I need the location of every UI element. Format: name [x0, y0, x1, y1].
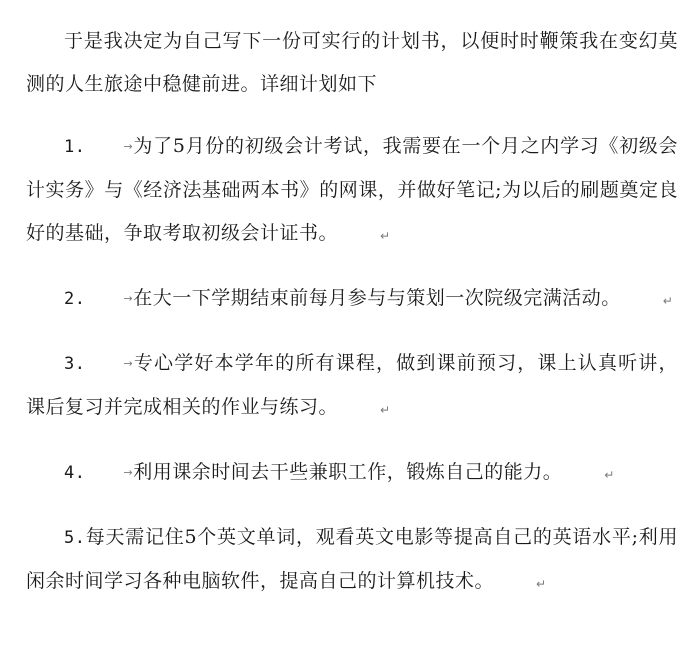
plan-item-3-number: 3.	[64, 354, 86, 374]
plan-item-4-number: 4.	[64, 463, 86, 483]
plan-item-2-number: 2.	[64, 289, 86, 309]
paragraph-mark: ↵	[662, 294, 674, 308]
tab-mark: →	[123, 292, 134, 305]
plan-item-1-number: 1.	[64, 137, 86, 157]
paragraph-mark: ↵	[380, 403, 391, 417]
plan-item-5-text: 每天需记住5个英文单词，观看英文电影等提高自己的英语水平;利用闲余时间学习各种电脑软件，提高自己的计算机技术。	[26, 526, 678, 592]
paragraph-spacing	[26, 432, 678, 451]
intro-text: 于是我决定为自己写下一份可实行的计划书，以便时时鞭策我在变幻莫测的人生旅途中稳健前进。详细计划如下	[26, 30, 678, 95]
plan-item-2	[26, 277, 678, 323]
paragraph-spacing	[26, 106, 678, 125]
paragraph-mark: ↵	[536, 577, 547, 591]
tab-mark: →	[123, 466, 134, 479]
plan-item-5-number: 5.	[64, 528, 86, 548]
plan-item-3	[26, 342, 678, 432]
plan-item-2-text: 在大一下学期结束前每月参与与策划一次院级完满活动。	[133, 287, 621, 309]
paragraph-mark: ↵	[604, 468, 615, 482]
plan-item-5	[26, 516, 678, 606]
paragraph-spacing	[26, 323, 678, 342]
plan-item-1	[26, 125, 678, 258]
paragraph-mark: ↵	[380, 229, 391, 243]
plan-item-4	[26, 451, 678, 497]
tab-mark: →	[123, 357, 134, 370]
paragraph-spacing	[26, 497, 678, 516]
intro-paragraph	[26, 20, 678, 106]
plan-item-3-text: 专心学好本学年的所有课程，做到课前预习，课上认真听讲，课后复习并完成相关的作业与练习。	[26, 352, 678, 418]
paragraph-spacing	[26, 258, 678, 277]
plan-item-1-text: 为了5月份的初级会计考试，我需要在一个月之内学习《初级会计实务》与《经济法基础两本书》的网课，并做好笔记;为以后的刷题奠定良好的基础，争取考取初级会计证书。	[26, 135, 678, 244]
tab-mark: →	[123, 140, 134, 153]
plan-item-4-text: 利用课余时间去干些兼职工作，锻炼自己的能力。	[133, 461, 563, 483]
